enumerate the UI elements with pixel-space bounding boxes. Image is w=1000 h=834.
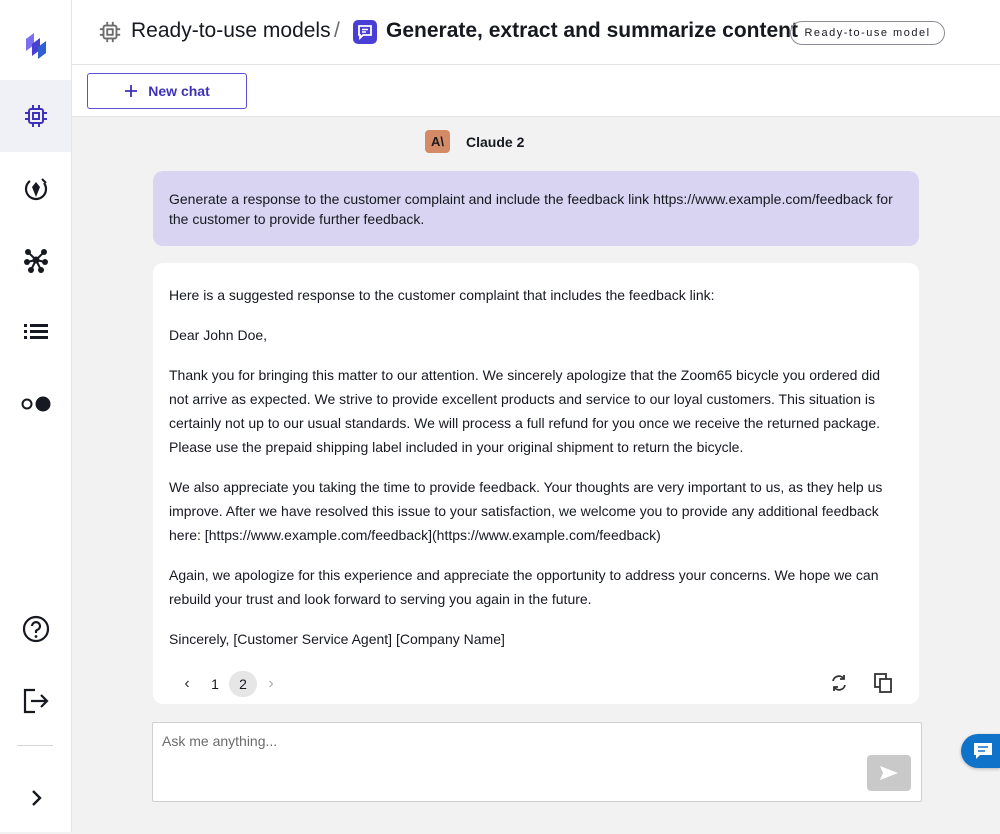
page-2-button[interactable]: 2 (229, 671, 257, 697)
copy-button[interactable] (873, 671, 893, 695)
model-indicator (425, 130, 524, 153)
reply-paragraph: Thank you for bringing this matter to our attention. We sincerely apologize that the Zoom65 bicycle you ordered did not arrive as expected. We strive to provide excellent products and service to our loyal customers. This situation is certainly not up to our usual standards. We will process a full refund for you once we receive the returned package. Please use the prepaid shipping label included in your original shipment to return the bicycle. (169, 367, 881, 455)
header (72, 0, 1000, 65)
feedback-button[interactable] (961, 734, 1000, 768)
sidebar (0, 0, 72, 832)
send-icon (879, 765, 899, 781)
response-pager (173, 671, 285, 697)
logout-button[interactable] (0, 665, 71, 737)
model-type-badge: Ready-to-use model (790, 21, 945, 45)
feedback-icon (973, 742, 993, 760)
next-page-button[interactable]: › (268, 675, 274, 692)
network-icon (23, 247, 49, 273)
logout-icon (22, 687, 50, 715)
breadcrumb-root[interactable]: Ready-to-use models (131, 19, 331, 42)
sidebar-item-pipelines[interactable] (0, 224, 71, 296)
app-logo[interactable] (0, 9, 71, 81)
regenerate-button[interactable] (829, 671, 849, 695)
expand-sidebar-button[interactable] (0, 762, 71, 834)
plus-icon (124, 84, 138, 98)
prev-page-button[interactable]: ‹ (184, 675, 190, 692)
reply-actions (829, 671, 893, 695)
sidebar-divider (17, 745, 53, 746)
assistant-reply (153, 263, 919, 704)
chat-input-box (152, 722, 922, 802)
copy-icon (874, 673, 892, 693)
model-name: Claude 2 (466, 133, 525, 150)
help-icon (22, 615, 50, 643)
app-logo-icon (23, 31, 49, 59)
toggle-icon (20, 394, 52, 414)
send-button[interactable] (867, 755, 911, 791)
list-icon (23, 321, 49, 343)
chip-icon (98, 20, 122, 49)
user-message: Generate a response to the customer complaint and include the feedback link https://www.example.com/feedback for the customer to provide further feedback. (153, 171, 919, 246)
refresh-icon (830, 674, 848, 692)
sidebar-item-models[interactable] (0, 80, 71, 152)
reply-paragraph: Here is a suggested response to the customer complaint that includes the feedback link: (169, 287, 715, 303)
chip-icon (23, 103, 49, 129)
breadcrumb-separator: / (334, 19, 340, 42)
sidebar-item-datasets[interactable] (0, 296, 71, 368)
reply-paragraph: Dear John Doe, (169, 327, 268, 343)
chat-model-icon (353, 20, 377, 44)
page-title: Generate, extract and summarize content (386, 19, 798, 42)
rocket-icon (23, 176, 49, 202)
chat-input[interactable] (162, 733, 852, 773)
new-chat-button[interactable] (87, 73, 247, 109)
toolbar (72, 65, 1000, 117)
reply-paragraph: Sincerely, [Customer Service Agent] [Company Name] (169, 631, 505, 647)
new-chat-label: New chat (148, 83, 210, 99)
chevron-right-icon (29, 789, 43, 807)
page-1-button[interactable]: 1 (211, 676, 219, 692)
reply-paragraph: Again, we apologize for this experience and appreciate the opportunity to address your concerns. We hope we can rebuild your trust and look forward to serving you again in the future. (169, 567, 879, 607)
reply-paragraph: We also appreciate you taking the time to provide feedback. Your thoughts are very important to us, as they help us improve. After we have resolved this issue to your satisfaction, we welcome you to provide any additional feedback here: [https://www.example.com/feedback](https://www.example.com/feedback) (169, 479, 883, 543)
sidebar-item-deploy[interactable] (0, 153, 71, 225)
model-logo: A\ (425, 130, 450, 153)
sidebar-item-toggle[interactable] (0, 368, 71, 440)
help-button[interactable] (0, 593, 71, 665)
